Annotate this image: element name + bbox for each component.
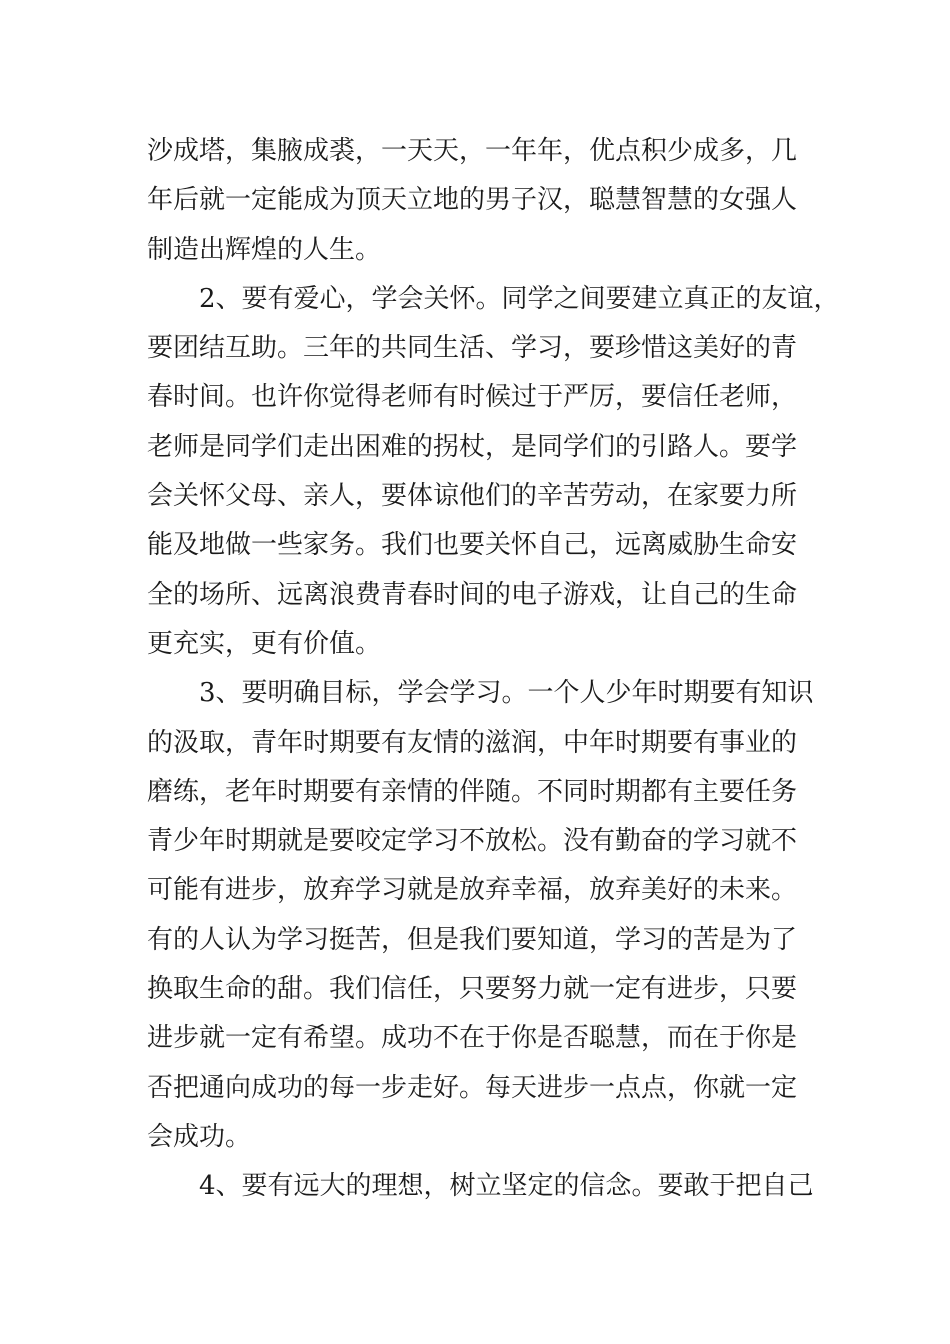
text-line: 青少年时期就是要咬定学习不放松。没有勤奋的学习就不: [147, 826, 798, 857]
text-line: 进步就一定有希望。成功不在于你是否聪慧，而在于你是: [147, 1023, 798, 1054]
paragraph-start-line: 2、要有爱心，学会关怀。同学之间要建立真正的友谊，: [199, 283, 840, 314]
body-text: [147, 127, 840, 1212]
text-line: 否把通向成功的每一步走好。每天进步一点点，你就一定: [147, 1072, 798, 1103]
text-line: 更充实，更有价值。: [147, 628, 382, 659]
text-line: 可能有进步，放弃学习就是放弃幸福，放弃美好的未来。: [147, 875, 798, 906]
text-line: 全的场所、远离浪费青春时间的电子游戏，让自己的生命: [147, 579, 798, 610]
text-line: 要团结互助。三年的共同生活、学习，要珍惜这美好的青: [147, 333, 798, 364]
paragraph-start-line: 4、要有远大的理想，树立坚定的信念。要敢于把自己: [199, 1171, 814, 1202]
text-line: 的汲取，青年时期要有友情的滋润，中年时期要有事业的: [147, 727, 798, 758]
text-line: 磨练，老年时期要有亲情的伴随。不同时期都有主要任务: [147, 776, 798, 807]
text-line: 换取生命的甜。我们信任，只要努力就一定有进步，只要: [147, 974, 798, 1005]
text-line: 能及地做一些家务。我们也要关怀自己，远离威胁生命安: [147, 530, 798, 561]
paragraph-start-line: 3、要明确目标，学会学习。一个人少年时期要有知识: [199, 678, 814, 709]
text-line: 会成功。: [147, 1121, 252, 1152]
text-line: 有的人认为学习挺苦，但是我们要知道，学习的苦是为了: [147, 924, 798, 955]
text-line: 沙成塔，集腋成裘，一天天，一年年，优点积少成多，几: [147, 136, 798, 166]
text-line: 制造出辉煌的人生。: [147, 234, 382, 265]
text-line: 年后就一定能成为顶天立地的男子汉，聪慧智慧的女强人: [147, 185, 798, 216]
text-line: 春时间。也许你觉得老师有时候过于严厉，要信任老师，: [147, 382, 798, 413]
text-line: 老师是同学们走出困难的拐杖，是同学们的引路人。要学: [147, 431, 798, 462]
text-line: 会关怀父母、亲人，要体谅他们的辛苦劳动，在家要力所: [147, 481, 798, 512]
